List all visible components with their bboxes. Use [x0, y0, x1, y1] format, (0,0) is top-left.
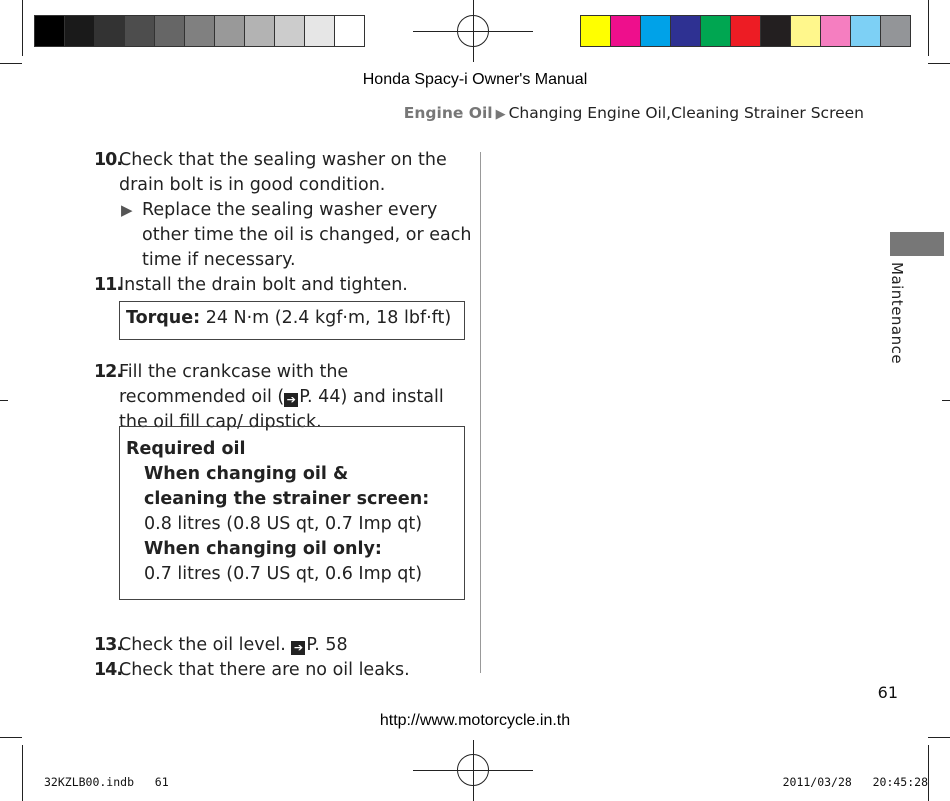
color-swatch — [821, 16, 851, 46]
section-tab-marker — [890, 232, 944, 256]
step-number: 14. — [94, 660, 123, 680]
crop-mark — [928, 737, 950, 738]
gray-swatch — [95, 16, 125, 46]
page-reference-icon: ➔ — [284, 393, 298, 407]
step-11 — [94, 273, 474, 298]
step-text: Check the oil level. — [119, 635, 292, 655]
crop-mark — [0, 737, 22, 738]
step-12 — [94, 360, 474, 435]
slug-file-info: 32KZLB00.indb 61 — [44, 775, 169, 789]
page-reference-icon: ➔ — [291, 641, 305, 655]
crop-mark — [22, 745, 23, 801]
crop-mark — [0, 400, 8, 401]
step-note — [121, 198, 474, 273]
page-reference-link[interactable]: P. 58 — [306, 635, 348, 655]
color-swatch — [881, 16, 910, 46]
oil-case-value: 0.7 litres (0.7 US qt, 0.6 Imp qt) — [144, 564, 423, 584]
step-number: 12. — [94, 362, 123, 382]
step-13 — [94, 633, 474, 658]
step-text: Fill the crankcase with the recommended oil ( — [119, 362, 349, 407]
torque-value: 24 N·m (2.4 kgf·m, 18 lbf·ft) — [200, 308, 452, 328]
gray-swatch — [185, 16, 215, 46]
color-swatch — [701, 16, 731, 46]
gray-swatch — [215, 16, 245, 46]
crop-mark — [22, 0, 23, 56]
crop-mark — [928, 63, 950, 64]
oil-case-value: 0.8 litres (0.8 US qt, 0.7 Imp qt) — [144, 514, 423, 534]
gray-swatch — [275, 16, 305, 46]
slug-timestamp: 2011/03/28 20:45:28 — [782, 775, 928, 789]
manual-title: Honda Spacy-i Owner's Manual — [362, 71, 588, 88]
procedure-column — [94, 148, 474, 683]
oil-capacity-box — [119, 426, 465, 600]
color-swatch — [641, 16, 671, 46]
step-10 — [94, 148, 474, 273]
breadcrumb — [404, 104, 864, 122]
crop-mark — [928, 745, 929, 801]
page-number: 61 — [877, 683, 898, 702]
note-text: Replace the sealing washer every other time the oil is changed, or each time if necessary. — [142, 200, 472, 270]
color-swatch — [731, 16, 761, 46]
step-text: ) and install the oil fill cap/ dipstick. — [119, 387, 444, 432]
gray-swatch — [245, 16, 275, 46]
step-number: 13. — [94, 635, 123, 655]
column-divider — [480, 152, 481, 673]
gray-swatch — [335, 16, 364, 46]
step-14 — [94, 658, 474, 683]
breadcrumb-section: Engine Oil — [403, 104, 493, 122]
crop-mark — [942, 400, 950, 401]
torque-spec-box — [119, 301, 465, 340]
color-swatch — [761, 16, 791, 46]
color-swatch — [671, 16, 701, 46]
page-reference-link[interactable]: P. 44 — [299, 387, 341, 407]
breadcrumb-subsection: Changing Engine Oil,Cleaning Strainer Screen — [508, 104, 864, 122]
oil-case-label: When changing oil & — [144, 464, 349, 484]
color-swatch — [581, 16, 611, 46]
gray-swatch — [35, 16, 65, 46]
breadcrumb-arrow-icon: ▶ — [495, 107, 506, 122]
step-text: Check that there are no oil leaks. — [119, 660, 410, 680]
step-text: Install the drain bolt and tighten. — [119, 275, 408, 295]
gray-swatch — [305, 16, 335, 46]
crop-mark — [928, 0, 929, 56]
crop-mark — [0, 63, 22, 64]
oil-box-title: Required oil — [126, 439, 246, 459]
gray-swatch — [125, 16, 155, 46]
registration-mark — [457, 754, 489, 786]
torque-label: Torque: — [126, 308, 201, 328]
gray-swatch — [65, 16, 95, 46]
color-swatch — [791, 16, 821, 46]
step-text: Check that the sealing washer on the drain bolt is in good condition. — [119, 150, 447, 195]
color-bar — [580, 15, 911, 47]
step-number: 10. — [94, 150, 123, 170]
grayscale-bar — [34, 15, 365, 47]
footer-url-link[interactable]: http://www.motorcycle.in.th — [379, 712, 571, 729]
registration-mark — [457, 15, 489, 47]
note-arrow-icon: ▶ — [121, 201, 133, 219]
section-tab-label: Maintenance — [888, 262, 906, 365]
color-swatch — [851, 16, 881, 46]
gray-swatch — [155, 16, 185, 46]
oil-case-label: When changing oil only: — [144, 539, 382, 559]
oil-case-label: cleaning the strainer screen: — [144, 489, 430, 509]
step-number: 11. — [94, 275, 123, 295]
color-swatch — [611, 16, 641, 46]
